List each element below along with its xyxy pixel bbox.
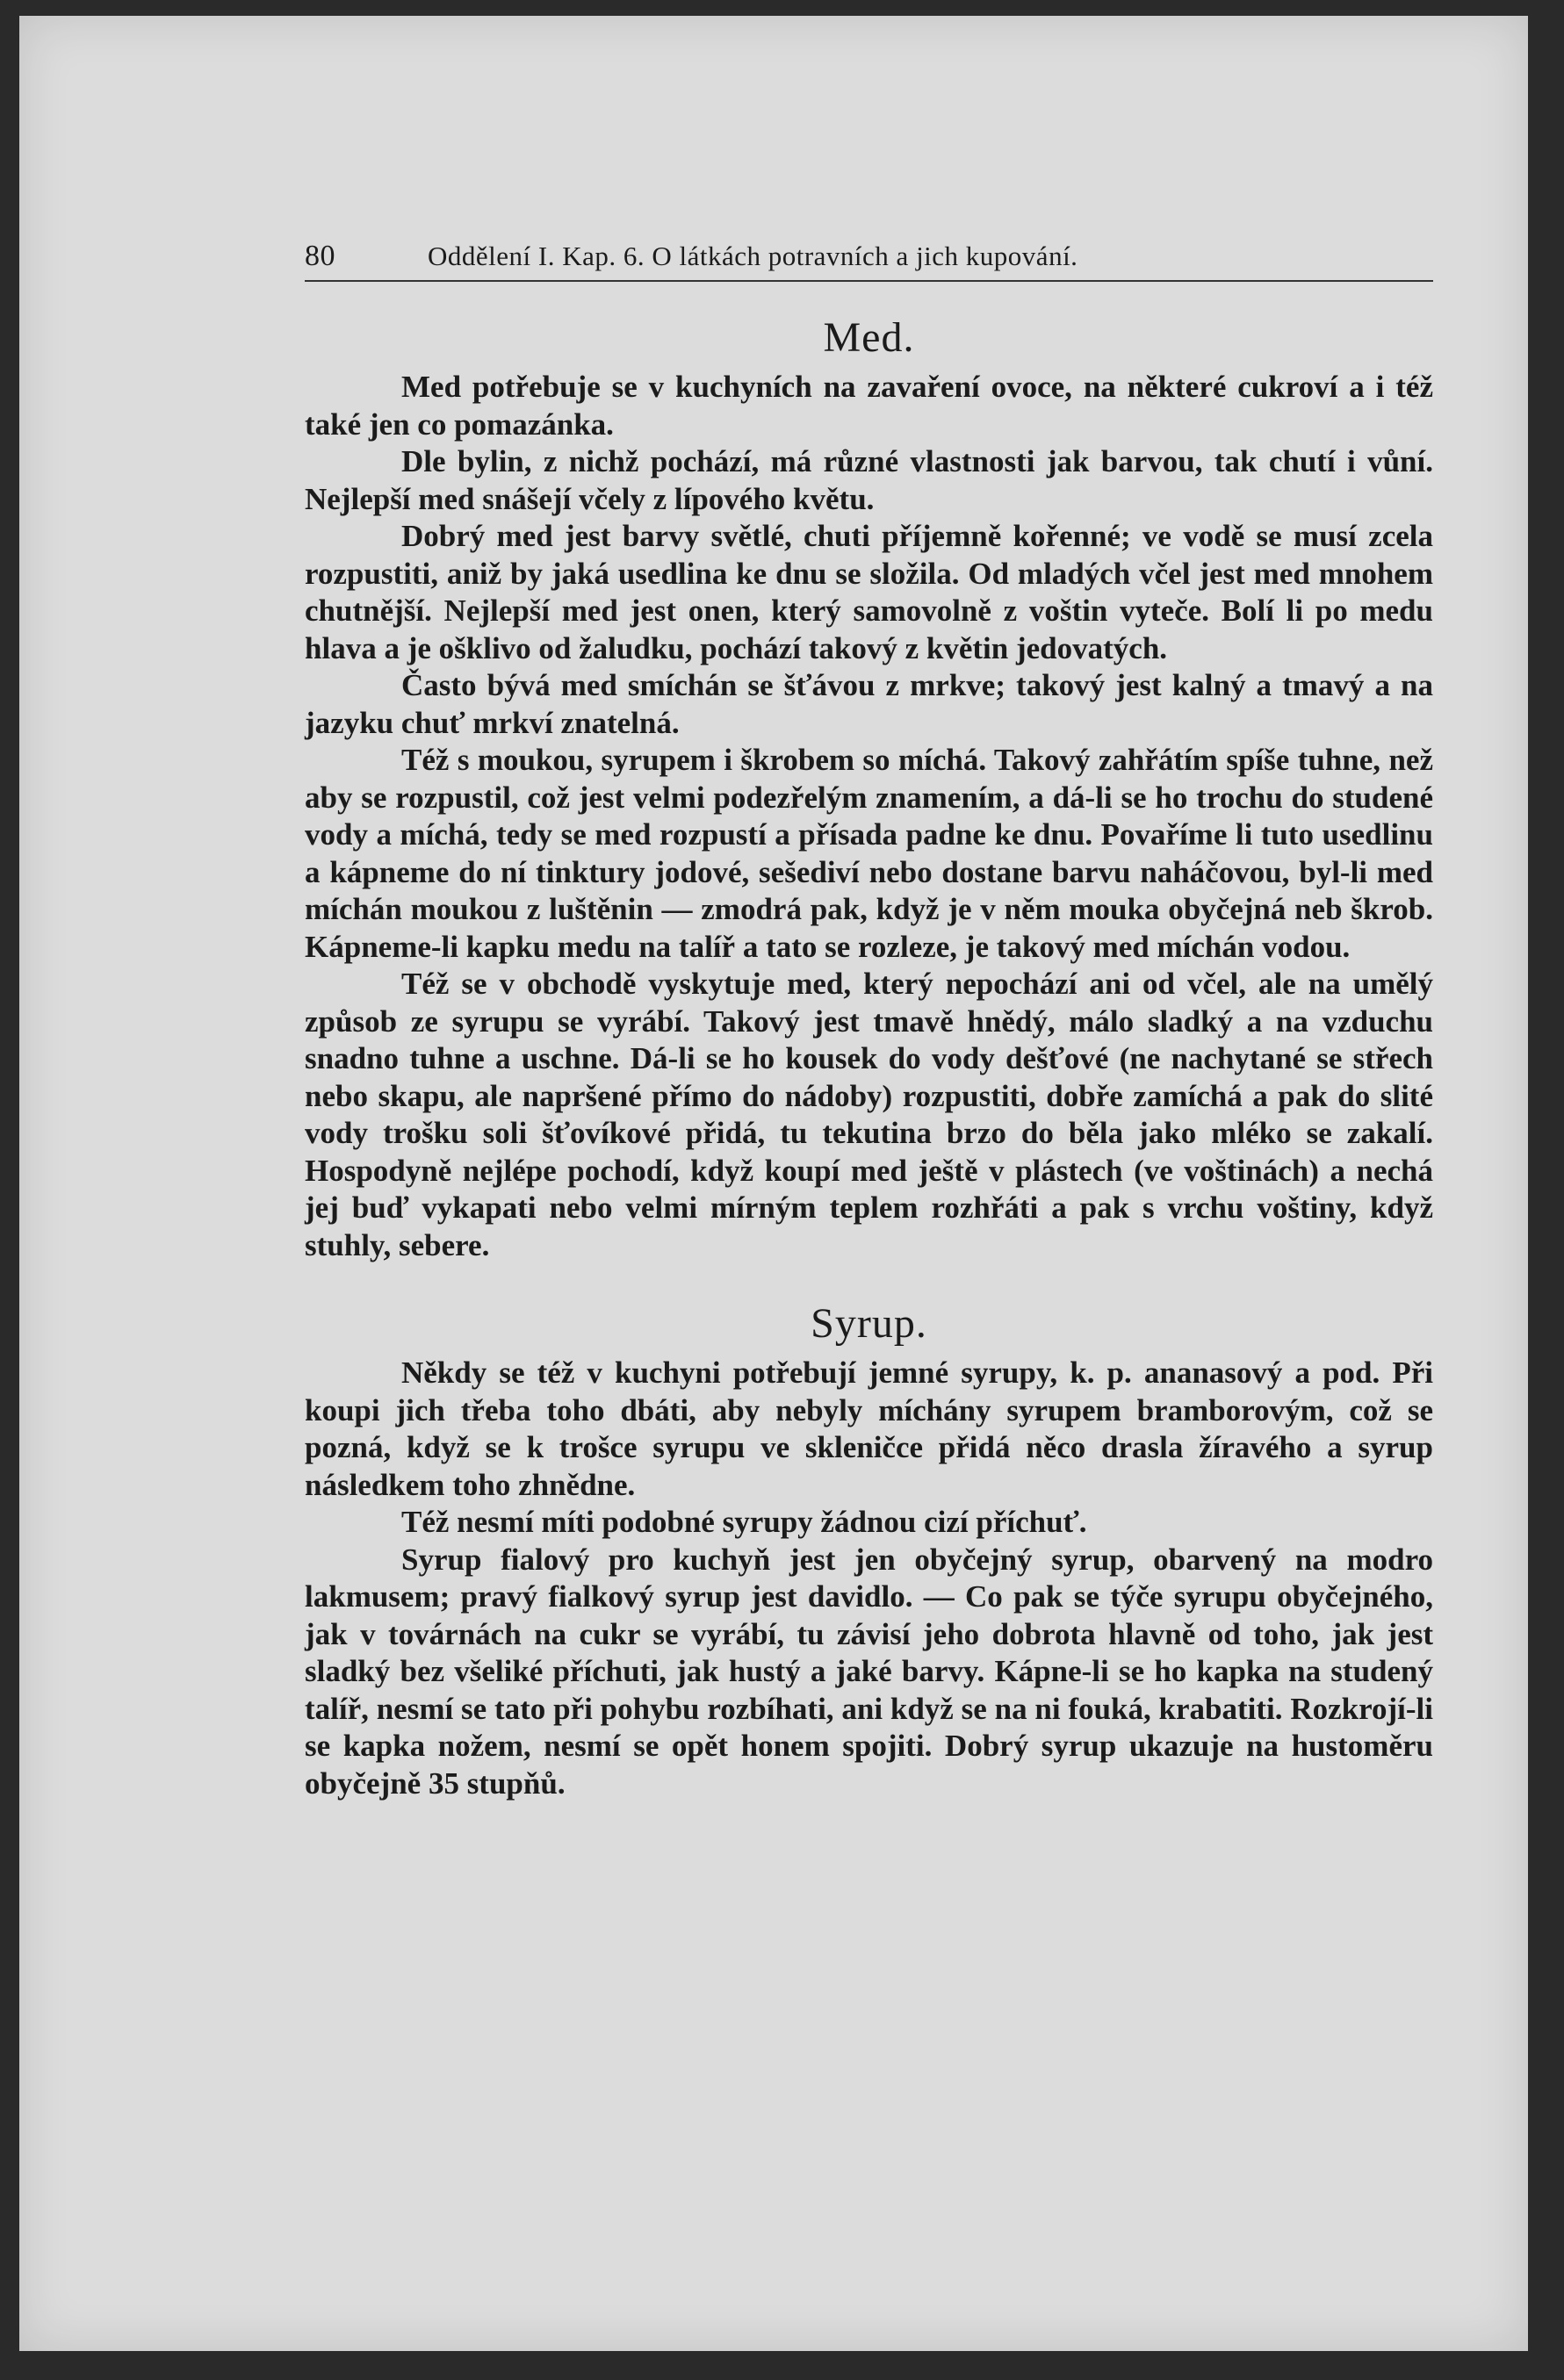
paragraph: Syrup fialový pro kuchyň jest jen obyčejný syrup, obarvený na modro lakmusem; pravý fialkový syrup jest davidlo. — Co pak se týče syrupu obyčejného, jak v továrnách na cukr se vyrábí, tu závisí jeho dobrota hlavně od toho, jak jest sladký bez všeliké příchuti, jak hustý a jaké barvy. Kápne-li se ho kapka na studený talíř, nesmí se tato při pohybu rozbíhati, ani když se na ni fouká, krabatiti. Rozkrojí-li se kapka nožem, nesmí se opět honem spojiti. Dobrý syrup ukazuje na hustoměru obyčejně 35 stupňů.: [305, 1542, 1433, 1801]
paragraph: Med potřebuje se v kuchyních na zavaření ovoce, na některé cukroví a i též také jen co pomazánka.: [305, 370, 1433, 442]
page-number: 80: [305, 240, 335, 272]
paragraph: Někdy se též v kuchyni potřebují jemné syrupy, k. p. ananasový a pod. Při koupi jich třeba toho dbáti, aby nebyly míchány syrupem bramborovým, což se pozná, když se k trošce syrupu ve skleničce přidá něco drasla žíravého a syrup následkem toho zhnědne.: [305, 1355, 1433, 1502]
paragraph: Dobrý med jest barvy světlé, chuti příjemně kořenné; ve vodě se musí zcela rozpustiti, aniž by jaká usedlina ke dnu se složila. Od mladých včel jest med mnohem chutnější. Nejlepší med jest onen, který samovolně z voštin vyteče. Bolí li po medu hlava a je ošklivo od žaludku, pochází takový z květin jedovatých.: [305, 519, 1433, 665]
section-title-med: Med.: [823, 314, 915, 361]
page-content: [305, 240, 1433, 1802]
paragraph: Též nesmí míti podobné syrupy žádnou cizí příchuť.: [401, 1505, 1087, 1539]
paragraph: Dle bylin, z nichž pochází, má různé vlastnosti jak barvou, tak chutí i vůní. Nejlepší med snášejí včely z lípového květu.: [305, 444, 1433, 516]
paragraph: Též se v obchodě vyskytuje med, který nepochází ani od včel, ale na umělý způsob ze syrupu se vyrábí. Takový jest tmavě hnědý, málo sladký a na vzduchu snadno tuhne a uschne. Dá-li se ho kousek do vody dešťové (ne nachytané se střech nebo skapu, ale napršené přímo do nádoby) rozpustiti, dobře zamíchá a pak do slité vody trošku soli šťovíkové přidá, tu tekutina brzo do běla jako mléko se zakalí. Hospodyně nejlépe pochodí, když koupí med ještě v plástech (ve voštinách) a nechá jej buď vykapati nebo velmi mírným teplem rozhřáti a pak s vrchu voštiny, když stuhly, sebere.: [305, 967, 1433, 1262]
paragraph: Často bývá med smíchán se šťávou z mrkve; takový jest kalný a tmavý a na jazyku chuť mrkví znatelná.: [305, 668, 1433, 740]
running-title: Oddělení I. Kap. 6. O látkách potravních a jich kupování.: [428, 241, 1078, 271]
running-header: [305, 240, 1433, 282]
section-title-syrup: Syrup.: [811, 1300, 927, 1347]
paragraph: Též s moukou, syrupem i škrobem so míchá. Takový zahřátím spíše tuhne, než aby se rozpustil, což jest velmi podezřelým znamením, a dá-li se ho trochu do studené vody a míchá, tedy se med rozpustí a přísada padne ke dnu. Povaříme li tuto usedlinu a kápneme do ní tinktury jodové, sešediví nebo dostane barvu naháčovou, byl-li med míchán moukou z luštěnin — zmodrá pak, když je v něm mouka obyčejná neb škrob. Kápneme-li kapku medu na talíř a tato se rozleze, je takový med míchán vodou.: [305, 743, 1433, 964]
book-page: [19, 16, 1528, 2351]
